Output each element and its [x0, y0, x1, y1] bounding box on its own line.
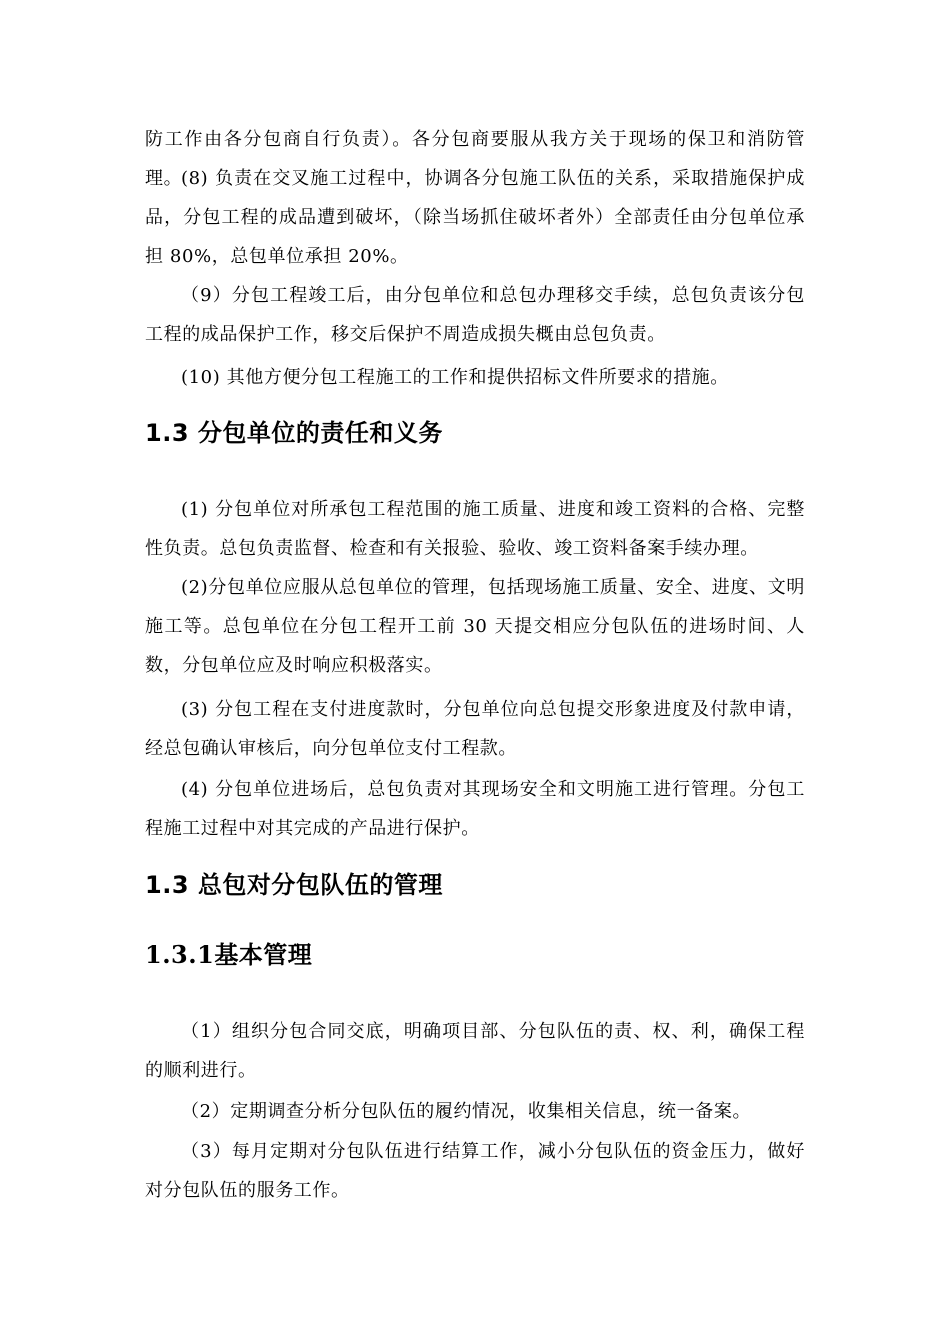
paragraph-continued: 防工作由各分包商自行负责）。各分包商要服从我方关于现场的保卫和消防管理。 [145, 129, 805, 189]
paragraph-basic-3: （3）每月定期对分包队伍进行结算工作，减小分包队伍的资金压力，做好对分包队伍的服务工作。 [145, 1141, 805, 1201]
subsection-number: 1.3.1 [145, 940, 215, 969]
section-heading-responsibilities: 1.3 分包单位的责任和义务 [145, 419, 443, 447]
paragraph-basic-1: （1）组织分包合同交底，明确项目部、分包队伍的责、权、利，确保工程的顺利进行。 [145, 1021, 805, 1081]
paragraph-resp-1: (1) 分包单位对所承包工程范围的施工质量、进度和竣工资料的合格、完整性负责。总包负责监督、检查和有关报验、验收、竣工资料备案手续办理。 [145, 499, 805, 559]
paragraph-item-8: (8) 负责在交叉施工过程中，协调各分包施工队伍的关系，采取措施保护成品，分包工程的成品遭到破坏，（除当场抓住破坏者外）全部责任由分包单位承担 80%，总包单位承担 20%。 [145, 168, 805, 267]
paragraph-basic-2: （2）定期调查分析分包队伍的履约情况，收集相关信息，统一备案。 [181, 1101, 752, 1122]
section-heading-management: 1.3 总包对分包队伍的管理 [145, 871, 443, 899]
paragraph-item-9: （9）分包工程竣工后，由分包单位和总包办理移交手续，总包负责该分包工程的成品保护工作，移交后保护不周造成损失概由总包负责。 [145, 285, 805, 345]
paragraph-resp-2: (2)分包单位应服从总包单位的管理，包括现场施工质量、安全、进度、文明施工等。总包单位在分包工程开工前 30 天提交相应分包队伍的进场时间、人数，分包单位应及时响应积极落实。 [145, 577, 805, 676]
subsection-heading-basic [145, 938, 312, 972]
paragraph-resp-4: (4) 分包单位进场后，总包负责对其现场安全和文明施工进行管理。分包工程施工过程中对其完成的产品进行保护。 [145, 779, 805, 839]
paragraph-resp-3: (3) 分包工程在支付进度款时，分包单位向总包提交形象进度及付款申请，经总包确认审核后，向分包单位支付工程款。 [145, 699, 805, 759]
paragraph-item-10: (10) 其他方便分包工程施工的工作和提供招标文件所要求的措施。 [181, 367, 729, 388]
subsection-title: 基本管理 [214, 940, 313, 969]
